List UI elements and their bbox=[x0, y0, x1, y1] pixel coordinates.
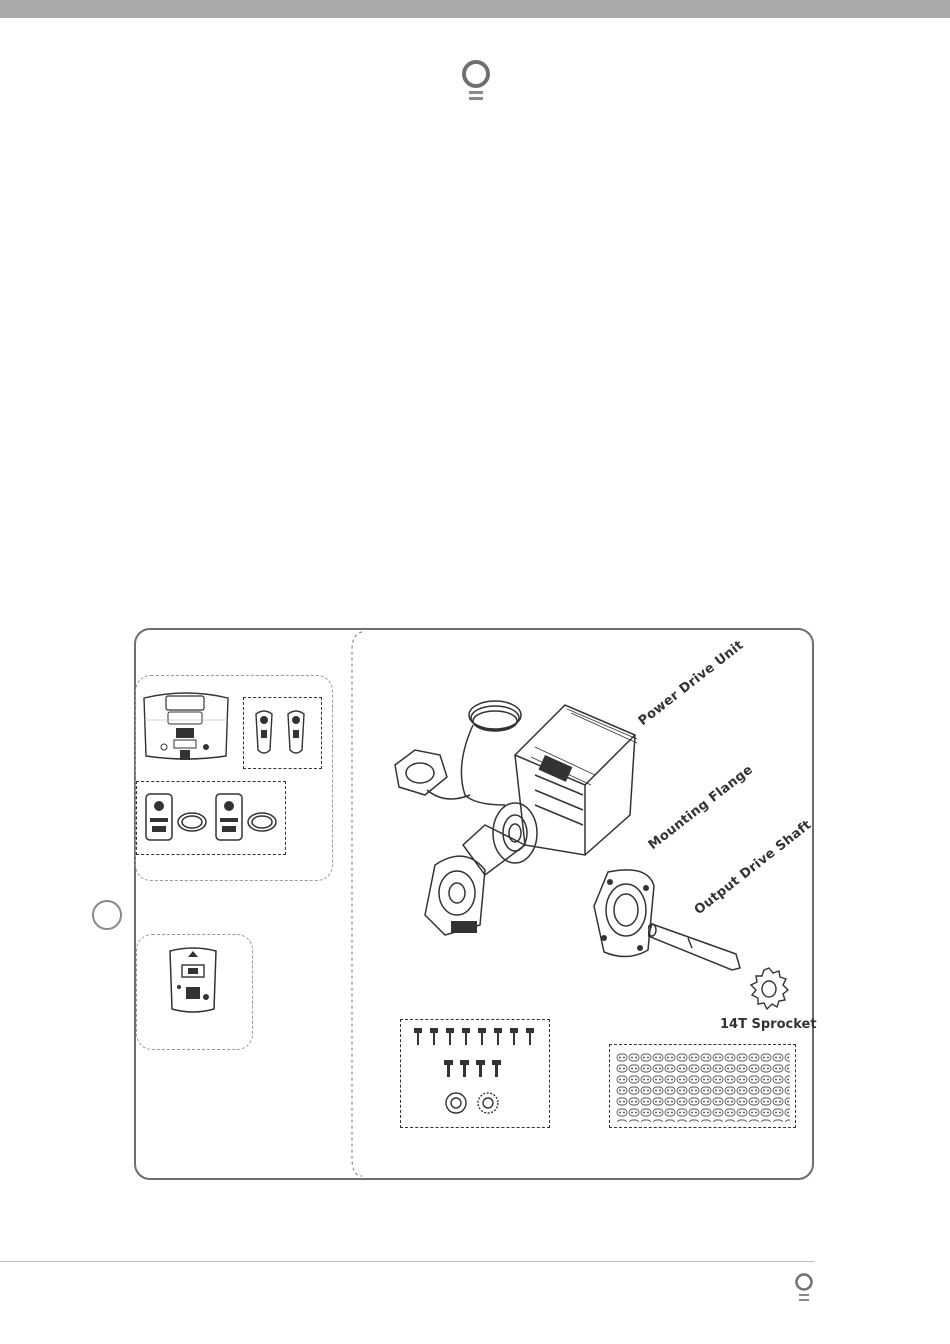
label-mounting-flange: Mounting Flange bbox=[645, 762, 756, 853]
bulb-logo-icon bbox=[793, 1272, 815, 1308]
wall-control-panel-icon bbox=[138, 690, 234, 762]
label-14t-sprocket: 14T Sprocket bbox=[720, 1017, 817, 1032]
remote-controls-icon bbox=[250, 708, 316, 756]
top-bar bbox=[0, 0, 950, 18]
section-marker bbox=[92, 900, 122, 930]
sprocket-icon bbox=[748, 966, 790, 1012]
frame-divider bbox=[350, 630, 364, 1178]
label-power-drive-unit: Power Drive Unit bbox=[635, 637, 747, 729]
chain-icon bbox=[616, 1052, 790, 1122]
drive-shaft-icon bbox=[648, 918, 746, 972]
wireless-keypads-icon bbox=[142, 792, 282, 844]
keypad-unit-icon bbox=[162, 945, 224, 1015]
footer-rule bbox=[0, 1261, 815, 1262]
screws-kit-icon bbox=[408, 1024, 542, 1120]
label-output-drive-shaft: Output Drive Shaft bbox=[691, 817, 815, 918]
bulb-logo-icon bbox=[459, 58, 493, 108]
